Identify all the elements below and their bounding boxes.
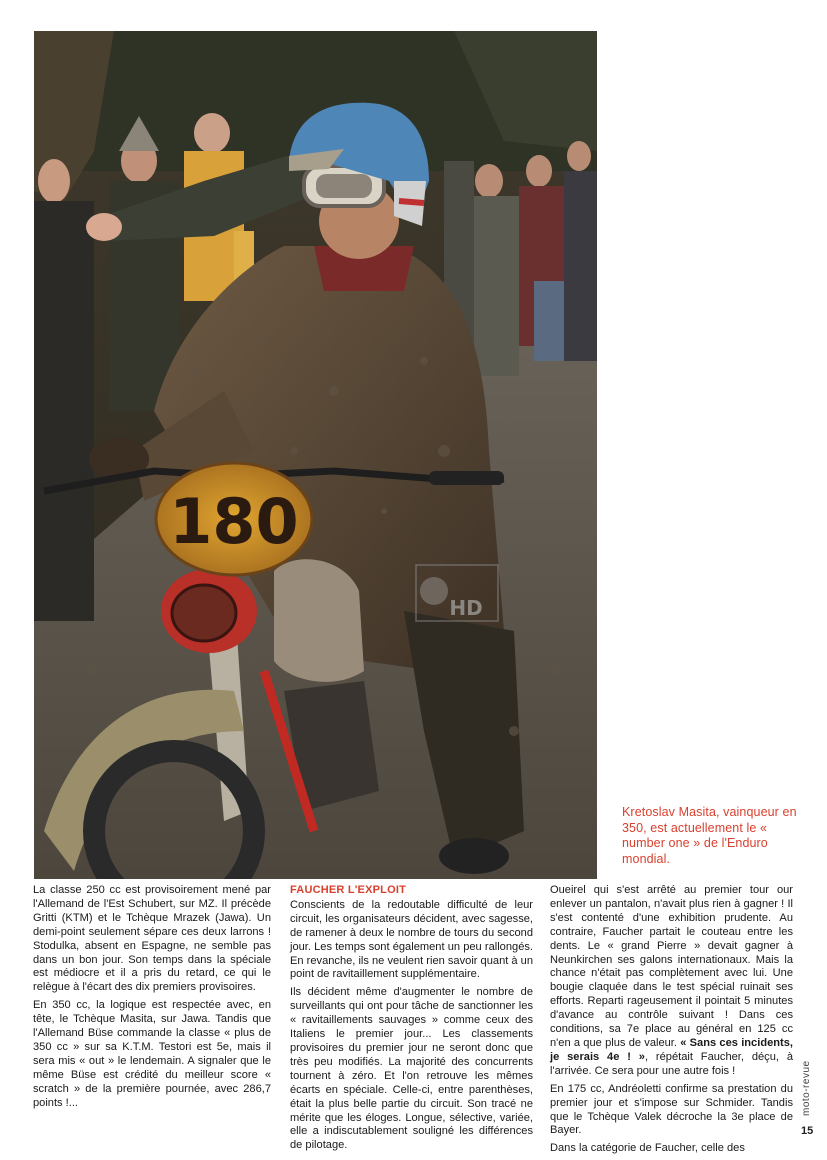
text-column-3 [550, 884, 793, 1160]
number-plate-text: 180 [169, 485, 299, 558]
paragraph [550, 884, 793, 1079]
paragraph: Ils décident même d'augmenter le nombre de surveillants qui ont pour tâche de sanctionner les « ravitaillements sauvages » comme ceux des Italiens le premier jour... Les classements provisoires du premier jour ne seront donc que très peu modifiés. La majorité des concurrents tournent à zéro. Et l'on retrouve les mêmes écarts en spéciale. Celle-ci, entre parenthèses, était la plus belle partie du circuit. Son tracé ne mérite que les éloges. Longue, sélective, variée, elle a indiscutablement souligné les différences de pilotage. [290, 986, 533, 1152]
magazine-name: moto-revue [801, 1060, 812, 1116]
rider-illustration [34, 31, 597, 879]
paragraph: En 175 cc, Andréoletti confirme sa prestation du premier jour et s'impose sur Schmider. Tandis que le Tchèque Valek décroche la 3e place de Bayer. [550, 1082, 793, 1137]
paragraph: La classe 250 cc est provisoirement mené par l'Allemand de l'Est Schubert, sur MZ. Il précède Gritti (KTM) et le Tchèque Mrazek (Jawa). Un demi-point seulement sépare ces deux larrons ! Stodulka, absent en Espagne, ne semble pas dans un bon jour. Son temps dans la spéciale est médiocre et il a pris du retard, ce qui le relègue à l'écart des dix premiers provisoires. [33, 884, 271, 994]
paragraph: En 350 cc, la logique est respectée avec, en tête, le Tchèque Masita, sur Jawa. Tandis que l'Allemand Büse commande la classe « plus de 350 cc » sur sa K.T.M. Testori est 5e, mais il sera mis « out » le lendemain. A signaler que le même Büse est crédité du meilleur score « scratch » de la première pournée, avec 286,7 points !... [33, 999, 271, 1109]
text-column-1 [33, 884, 271, 1115]
watermark-text: HD [449, 596, 483, 620]
text-column-2 [290, 884, 533, 1157]
page-number: 15 [801, 1125, 814, 1137]
quote-bold: « Sans ces incidents, je serais 4e ! » [550, 1036, 793, 1063]
paragraph-text: Oueirel qui s'est arrêté au premier tour our enlever un pantalon, n'avait plus rien à gagner ! Il s'est contenté d'une exhibition prudente. Au contraire, Faucher partait le couteau entre les dents. Le « grand Pierre » devait gagner à Neunkirchen ses galons internationaux. Mais la chance n'était pas complètement avec lui. Une bougie claquée dans le test spécial ruinait ses efforts. Reparti rageusement il pointait 5 minutes d'avance au contrôle suivant ! Dans ces conditions, sa 7e place au général en 125 cc n'en a que plus de valeur. [550, 884, 793, 1049]
photo-caption: Kretoslav Masita, vainqueur en 350, est actuellement le « number one » de l'Enduro mondial. [622, 805, 797, 866]
paragraph: Conscients de la redoutable difficulté de leur circuit, les organisateurs décident, avec sagesse, de ramener à deux le nombre de tours du second jour. Les temps sont également un peu rallongés. En revanche, ils ne veulent rien savoir quant à un point de ravitaillement supplémentaire. [290, 898, 533, 981]
watermark-logo [414, 563, 500, 623]
paragraph: Dans la catégorie de Faucher, celle des [550, 1142, 745, 1155]
paragraph-text: , répétait Faucher, déçu, à l'arrivée. Ce sera pour une autre fois ! [550, 1050, 793, 1077]
rider-photo [34, 31, 597, 879]
section-heading: FAUCHER L'EXPLOIT [290, 884, 407, 896]
